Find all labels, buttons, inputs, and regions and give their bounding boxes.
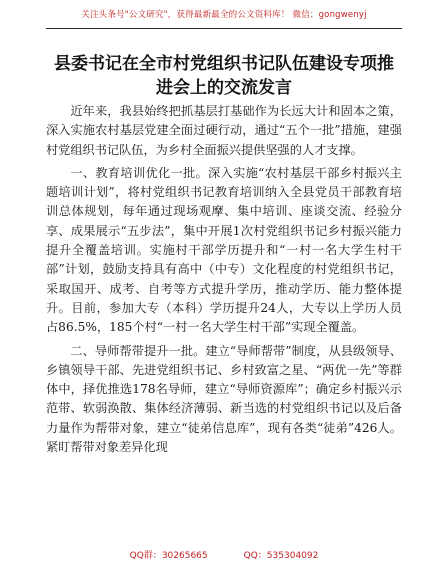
header-divider [46, 28, 402, 29]
paragraph-section-1: 一、教育培训优化一批。深入实施“农村基层干部乡村振兴主题培训计划”，将村党组织书记教育培训纳入全县党员干部教育培训总体规划，每年通过现场观摩、集中培训、座谈交流、经验分享、成果展示“五步法”，集中开展1次村党组织书记乡村振兴能力提升全覆盖培训。实施村干部学历提升和“一村一名大学生村干部”计划，鼓励支持具有高中（中专）文化程度的村党组织书记，采取国开、成考、自考等方式提升学历，推动学历、能力整体提升。目前，参加大专（本科）学历提升24人，大专以上学历人员占86.5%，185个村“一村一名大学生村干部”实现全覆盖。 [46, 165, 402, 335]
paragraph-section-2: 二、导师帮带提升一批。建立“导师帮带”制度，从县级领导、乡镇领导干部、先进党组织书记、乡村致富之星、“两优一先”等群体中，择优推选178名导师，建立“导师资源库”；确定乡村振兴示范带、软弱涣散、集体经济薄弱、新当选的村党组织书记以及后备力量作为帮带对象，建立“徒弟信息库”，现有各类“徒弟”426人。紧盯帮带对象差异化现 [46, 343, 402, 455]
document-body [46, 102, 402, 461]
footer-contact [0, 548, 448, 561]
paragraph-intro: 近年来，我县始终把抓基层打基础作为长远大计和固本之策，深入实施农村基层党建全面过硬行动，通过“五个一批”措施，建强村党组织书记队伍，为乡村全面振兴提供坚强的人才支撑。 [46, 104, 402, 157]
header-note: 关注头条号"公文研究"，获得最新最全的公文资料库！ 微信：gongwenyj [81, 10, 367, 20]
footer-qq: QQ：535304092 [243, 551, 319, 561]
footer-qq-group: QQ群：30265665 [129, 551, 208, 561]
document-title: 县委书记在全市村党组织书记队伍建设专项推进会上的交流发言 [54, 54, 394, 98]
